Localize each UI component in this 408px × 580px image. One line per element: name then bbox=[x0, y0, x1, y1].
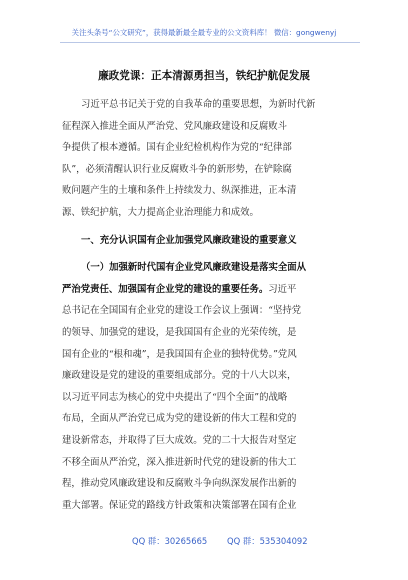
text-line: 征程深入推进全面从严治党、党风廉政建设和反腐败斗 bbox=[62, 120, 288, 132]
footer-qq-group-1: QQ 群：30265665 bbox=[132, 536, 208, 546]
text-line: 的领导、加强党的建设，是我国国有企业的光荣传统，是 bbox=[62, 326, 297, 338]
text-line: 国有企业的“根和魂”，是我国国有企业的独特优势。”党风 bbox=[62, 348, 297, 360]
section-heading: 一、充分认识国有企业加强党风廉政建设的重要意义 bbox=[81, 234, 297, 246]
text-line: 以习近平同志为核心的党中央提出了“四个全面”的战略 bbox=[62, 391, 288, 403]
subsection-heading bbox=[62, 257, 362, 300]
text-line: 程，推动党风廉政建设和反腐败斗争向纵深发展作出新的 bbox=[62, 478, 297, 490]
text-line: 败问题产生的土壤和条件上持续发力、纵深推进，正本清 bbox=[62, 185, 297, 197]
banner-text: 关注头条号“公文研究”，获得最新最全最专业的公文资料库！ 微信：gongwenyj bbox=[71, 28, 337, 37]
text-line: 习近平总书记关于党的自我革命的重要思想，为新时代新 bbox=[81, 99, 316, 110]
text-line: 队”，必须清醒认识行业反腐败斗争的新形势，在铲除腐 bbox=[62, 163, 292, 175]
subheading-line-mixed bbox=[62, 279, 362, 301]
subheading-line: （一）加强新时代国有企业党风廉政建设是落实全面从 bbox=[81, 262, 307, 274]
banner-divider bbox=[60, 42, 360, 43]
text-line: 重大部署。保证党的路线方针政策和决策部署在国有企业 bbox=[62, 499, 297, 511]
footer-qq-group-2: QQ 群：535304092 bbox=[227, 536, 308, 546]
subheading-tail: 严治党责任、加强国有企业党的建设的重要任务。 bbox=[62, 283, 269, 295]
paragraph-intro bbox=[62, 94, 362, 224]
text-line: 不移全面从严治党，深入推进新时代党的建设新的伟大工 bbox=[62, 456, 297, 468]
text-line: 争提供了根本遵循。国有企业纪检机构作为党的“纪律部 bbox=[62, 142, 292, 154]
text-line: 建设新常态，并取得了巨大成效。党的二十大报告对坚定 bbox=[62, 434, 297, 446]
paragraph-start: 习近平 bbox=[268, 283, 297, 295]
text-line: 布局，全面从严治党已成为党的建设新的伟大工程和党的 bbox=[62, 413, 297, 425]
text-line: 源、铁纪护航，大力提高企业治理能力和成效。 bbox=[62, 206, 259, 218]
text-line: 廉政建设是党的建设的重要组成部分。党的十八大以来， bbox=[62, 370, 297, 382]
paragraph-body bbox=[62, 300, 362, 516]
text-line: 总书记在全国国有企业党的建设工作会议上强调：“坚持党 bbox=[62, 305, 302, 317]
document-body bbox=[62, 94, 362, 516]
document-title: 廉政党课：正本清源勇担当，铁纪护航促发展 bbox=[98, 70, 310, 82]
